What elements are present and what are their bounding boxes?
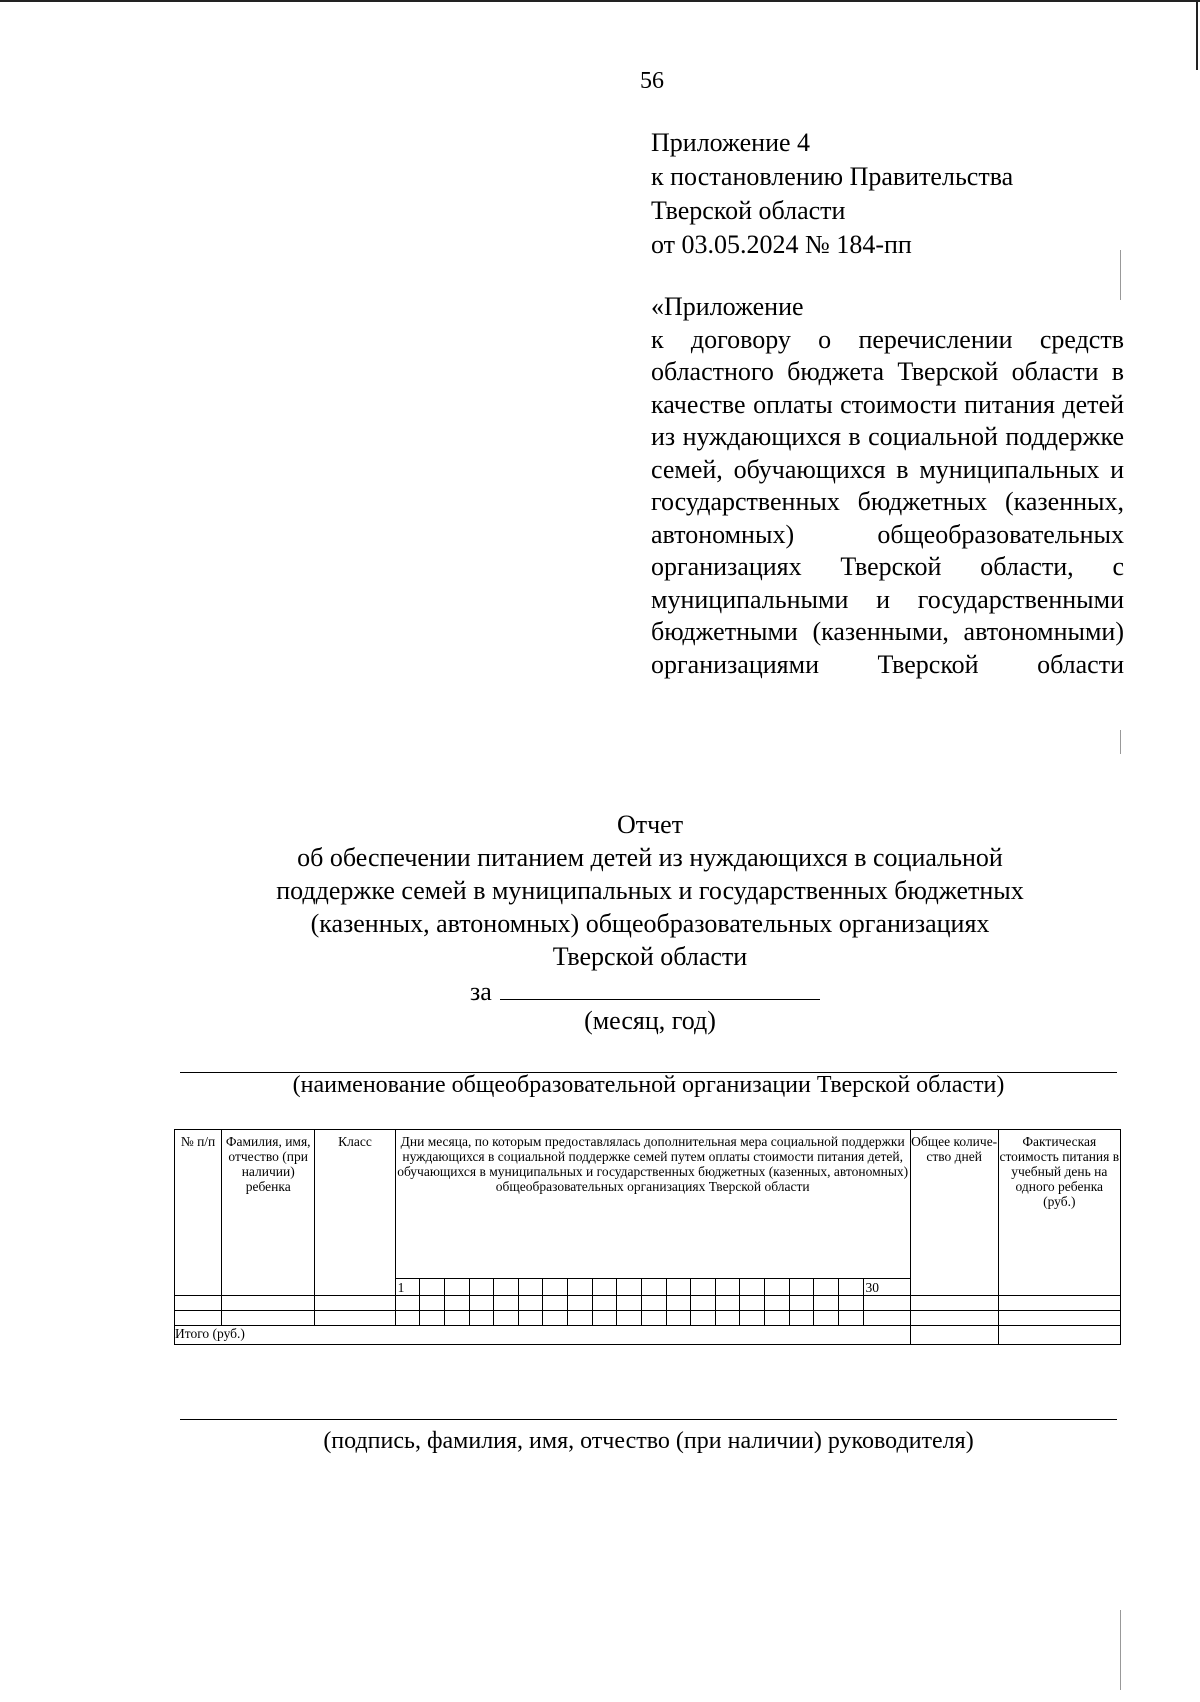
report-title-line: (казенных, автономных) общеобразовательных организациях <box>310 909 990 938</box>
day-cell <box>494 1279 519 1296</box>
signature-caption: (подпись, фамилия, имя, отчество (при наличии) руководителя) <box>323 1428 974 1454</box>
day-cell <box>641 1279 666 1296</box>
report-table <box>174 1129 1121 1345</box>
day-cell <box>592 1279 617 1296</box>
period-fill-line[interactable] <box>500 975 820 1000</box>
day-cell <box>789 1279 814 1296</box>
day-cell-last: 30 <box>863 1279 910 1296</box>
scan-mark <box>0 0 1200 2</box>
day-cell <box>765 1279 790 1296</box>
total-label: Итого (руб.) <box>175 1326 911 1345</box>
day-cell-first: 1 <box>395 1279 420 1296</box>
day-cell <box>518 1279 543 1296</box>
scan-mark <box>1120 730 1121 754</box>
day-cell <box>543 1279 568 1296</box>
total-cost-cell <box>998 1326 1120 1345</box>
table-row <box>175 1311 1121 1326</box>
header-cost: Фактическая стоимость питания в учебный день на одного ребенка (руб.) <box>998 1130 1120 1296</box>
org-name-caption: (наименование общеобразовательной организации Тверской области) <box>292 1072 1005 1098</box>
day-cell <box>444 1279 469 1296</box>
appendix-4-line: Приложение 4 <box>651 128 811 157</box>
total-days-cell <box>910 1326 998 1345</box>
report-title <box>160 808 1140 973</box>
day-cell <box>469 1279 494 1296</box>
header-days: Дни месяца, по которым предоставлялась дополнительная мера социальной поддержки нуждающихся в социальной поддержке семей путем оплаты стоимости питания детей, обучающихся в муниципальных и государственных бюджетных (казенных, автономных) общеобразовательных организациях Тверской области <box>395 1130 910 1279</box>
day-cell <box>838 1279 863 1296</box>
appendix-4-line: Тверской области <box>651 196 846 225</box>
scan-mark <box>1120 1610 1121 1690</box>
report-title-line: Отчет <box>616 810 684 839</box>
scan-mark <box>1196 0 1198 70</box>
header-number: № п/п <box>175 1130 222 1296</box>
day-cell <box>617 1279 642 1296</box>
period-prefix: за <box>470 977 492 1006</box>
report-title-line: об обеспечении питанием детей из нуждающихся в социальной <box>297 843 1003 872</box>
day-cell <box>740 1279 765 1296</box>
appendix-4-line: к постановлению Правительства <box>651 162 1014 191</box>
header-full-name: Фамилия, имя, отчество (при наличии) ребенка <box>222 1130 315 1296</box>
table-row <box>175 1296 1121 1311</box>
appendix-contract-header <box>651 291 1124 681</box>
day-cell <box>691 1279 716 1296</box>
day-cell <box>715 1279 740 1296</box>
appendix-4-header <box>651 126 1013 262</box>
period-caption: (месяц, год) <box>584 1006 716 1035</box>
appendix-contract-body: к договору о перечислении средств областного бюджета Тверской области в качестве оплаты стоимости питания детей из нуждающихся в социальной поддержке семей, обучающихся в муниципальных и государственных бюджетных (казенных, автономных) общеобразовательных организациях Тверской области, с муниципальными и государственными бюджетными (казенными, автономными) организациями Тверской области <box>651 324 1124 679</box>
day-cell <box>666 1279 691 1296</box>
period-row <box>470 975 820 1007</box>
day-cell <box>814 1279 839 1296</box>
report-title-line: Тверской области <box>552 942 748 971</box>
page-number: 56 <box>640 68 664 94</box>
report-title-line: поддержке семей в муниципальных и государственных бюджетных <box>276 876 1024 905</box>
appendix-contract-title: «Приложение <box>651 292 804 321</box>
appendix-4-line: от 03.05.2024 № 184-пп <box>651 230 912 259</box>
day-cell <box>420 1279 445 1296</box>
table-header-row <box>175 1130 1121 1279</box>
header-total-days: Общее количе-ство дней <box>910 1130 998 1296</box>
scan-mark <box>1120 250 1121 300</box>
header-class: Класс <box>315 1130 395 1296</box>
day-cell <box>568 1279 593 1296</box>
signature-fill-line[interactable] <box>180 1419 1117 1420</box>
total-row <box>175 1326 1121 1345</box>
